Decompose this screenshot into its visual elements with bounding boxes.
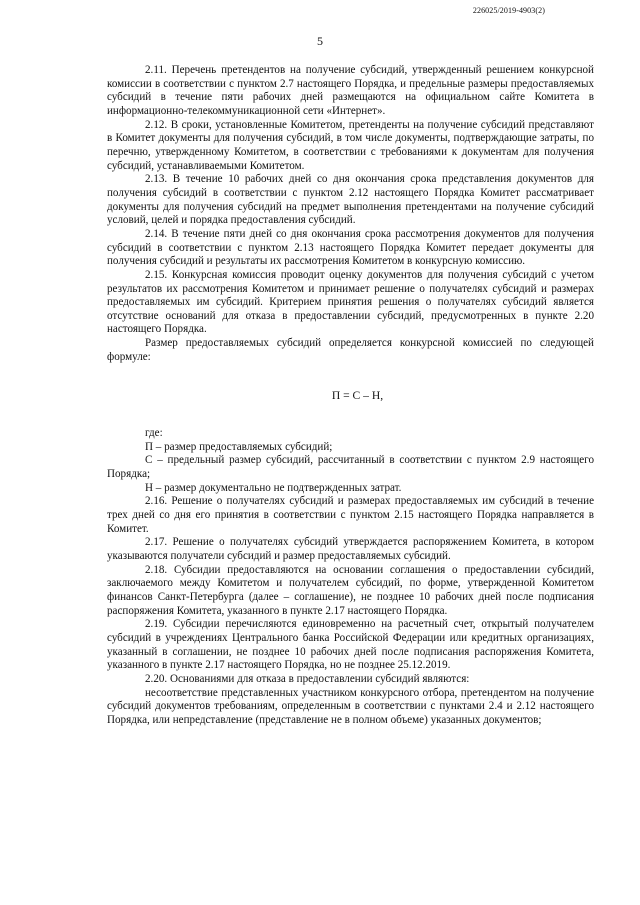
paragraph-2-15: 2.15. Конкурсная комиссия проводит оценку документов для получения субсидий с учетом результатов их рассмотрения Комитетом и принимает решение о получателях субсидий и размерах предоставляемых им субсидий. Критерием принятия решения о получателях субсидий является отсутствие оснований для отказа в предоставлении субсидий, предусмотренных в пункте 2.20 настоящего Порядка. <box>107 268 594 336</box>
formula: П = С – Н, <box>331 389 384 403</box>
paragraph-2-18: 2.18. Субсидии предоставляются на основании соглашения о предоставлении субсидий, заключаемого между Комитетом и получателем субсидий, по форме, утвержденной Комитетом финансов Санкт-Петербурга (далее – соглашение), не позднее 10 рабочих дней после подписания распоряжения Комитета, указанного в пункте 2.17 настоящего Порядка. <box>107 563 594 617</box>
formula-where: где: <box>145 427 163 440</box>
document-number: 226025/2019-4903(2) <box>472 6 545 15</box>
page-number: 5 <box>317 34 323 48</box>
document-body <box>107 64 594 728</box>
definition-c: С – предельный размер субсидий, рассчитанный в соответствии с пунктом 2.9 настоящего Порядка; <box>107 454 594 481</box>
paragraph-2-20: 2.20. Основаниями для отказа в предоставлении субсидий являются: <box>145 672 470 685</box>
paragraph-2-13: 2.13. В течение 10 рабочих дней со дня окончания срока представления документов для получения субсидий в соответствии с пунктом 2.12 настоящего Порядка Комитет рассматривает документы для получения субсидий на предмет выполнения претендентами на получение субсидий условий, целей и порядка предоставления субсидий. <box>107 173 594 227</box>
paragraph-2-14: 2.14. В течение пяти дней со дня окончания срока рассмотрения документов для получения субсидий в соответствии с пунктом 2.13 настоящего Порядка Комитет передает документы для получения субсидий и результаты их рассмотрения Комитетом в конкурсную комиссию. <box>107 227 594 268</box>
paragraph-2-12: 2.12. В сроки, установленные Комитетом, претенденты на получение субсидий представляют в Комитет документы для получения субсидий, в том числе документы, подтверждающие затраты, по перечню, утвержденному Комитетом, в соответствии с требованиями к документам для получения субсидий, устанавливаемыми Комитетом. <box>107 118 594 172</box>
definition-n: Н – размер документально не подтвержденных затрат. <box>145 481 402 494</box>
paragraph-2-16: 2.16. Решение о получателях субсидий и размерах предоставляемых им субсидий в течение трех дней со дня его принятия в соответствии с пунктом 2.15 настоящего Порядка направляется в Комитет. <box>107 495 594 535</box>
paragraph-2-11: 2.11. Перечень претендентов на получение субсидий, утвержденный решением конкурсной комиссии в соответствии с пунктом 2.7 настоящего Порядка, и предельные размеры предоставляемых субсидий в течение пяти рабочих дней размещаются на официальном сайте Комитета в информационно-телекоммуникационной сети «Интернет». <box>107 64 594 117</box>
paragraph-2-17: 2.17. Решение о получателях субсидий утверждается распоряжением Комитета, в котором указываются получатели субсидий и размер предоставляемых субсидий. <box>107 536 594 562</box>
definition-p: П – размер предоставляемых субсидий; <box>145 440 333 453</box>
paragraph-subsidy-size: Размер предоставляемых субсидий определяется конкурсной комиссией по следующей формуле: <box>107 337 594 363</box>
paragraph-2-20-item-1: несоответствие представленных участником конкурсного отбора, претендентом на получение субсидий документов требованиям, определенным в соответствии с пунктами 2.4 и 2.12 настоящего Порядка, или непредставление (представление не в полном объеме) указанных документов; <box>107 686 594 726</box>
paragraph-2-19: 2.19. Субсидии перечисляются единовременно на расчетный счет, открытый получателем субсидий в учреждениях Центрального банка Российской Федерации или кредитных организациях, указанный в соглашении, не позднее 10 рабочих дней после подписания распоряжения Комитета, указанного в пункте 2.17 настоящего Порядка, но не позднее 25.12.2019. <box>107 618 594 672</box>
